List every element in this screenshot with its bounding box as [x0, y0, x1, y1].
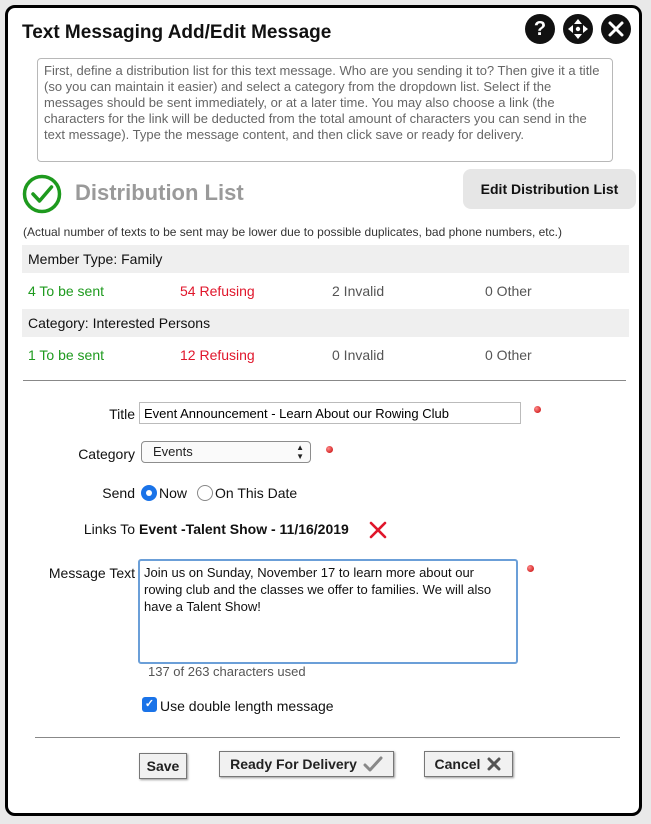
save-button[interactable]	[139, 753, 187, 779]
send-now-label[interactable]: Now	[159, 485, 188, 501]
group-header: Category: Interested Persons	[22, 309, 629, 337]
category-select[interactable]	[141, 441, 311, 463]
group-header: Member Type: Family	[22, 245, 629, 273]
distribution-note: (Actual number of texts to be sent may be lower due to possible duplicates, bad phone numbers, etc.)	[23, 225, 562, 239]
send-date-label[interactable]: On This Date	[215, 485, 298, 501]
category-label: Category	[78, 446, 135, 462]
check-circle-icon	[22, 174, 62, 214]
message-label: Message Text	[48, 565, 135, 581]
refusing-count: 54 Refusing	[180, 283, 255, 299]
required-marker-icon	[326, 446, 333, 453]
divider	[35, 737, 620, 738]
char-count: 137 of 263 characters used	[148, 664, 306, 679]
double-length-checkbox[interactable]: ✓	[142, 697, 157, 712]
intro-text: First, define a distribution list for this text message. Who are you sending it to? Then give it a title (so you can maintain it easier) and select a category from the dropdown list. Select if the messages should be sent immediately, or at a later time. You may also choose a link (the characters for the link will be deducted from the total amount of characters you can send in the text message). Type the message content, and then click save or ready for delivery.	[37, 58, 613, 162]
message-textarea[interactable]: Join us on Sunday, November 17 to learn more about our rowing club and the classes we offer to families. We will also have a Talent Show!	[138, 559, 518, 664]
save-label: Save	[146, 758, 180, 774]
send-now-radio[interactable]	[141, 485, 157, 501]
to-send-count: 4 To be sent	[28, 283, 105, 299]
cancel-label: Cancel	[434, 756, 481, 772]
dialog	[5, 5, 642, 816]
ready-label: Ready For Delivery	[230, 756, 357, 772]
distribution-title: Distribution List	[75, 180, 244, 205]
divider	[23, 380, 626, 381]
remove-link-icon[interactable]	[368, 520, 388, 540]
ready-for-delivery-button[interactable]	[219, 751, 394, 777]
cancel-button[interactable]	[424, 751, 513, 777]
invalid-count: 2 Invalid	[332, 283, 385, 299]
close-icon[interactable]	[601, 14, 631, 44]
double-length-label[interactable]: Use double length message	[160, 698, 334, 714]
move-icon[interactable]	[563, 14, 593, 44]
cancel-x-icon	[486, 756, 502, 772]
refusing-count: 12 Refusing	[180, 347, 255, 363]
other-count: 0 Other	[485, 283, 532, 299]
select-arrows-icon: ▲ ▼	[296, 443, 304, 461]
help-icon[interactable]: ?	[525, 14, 555, 44]
required-marker-icon	[534, 406, 541, 413]
title-input[interactable]	[139, 402, 521, 424]
title-label: Title	[109, 406, 135, 422]
send-date-radio[interactable]	[197, 485, 213, 501]
send-label: Send	[102, 485, 135, 501]
dialog-title: Text Messaging Add/Edit Message	[22, 22, 332, 43]
invalid-count: 0 Invalid	[332, 347, 385, 363]
required-marker-icon	[527, 565, 534, 572]
to-send-count: 1 To be sent	[28, 347, 105, 363]
links-label: Links To	[83, 521, 135, 537]
other-count: 0 Other	[485, 347, 532, 363]
title-icons	[525, 14, 631, 44]
check-icon	[363, 756, 383, 772]
edit-distribution-button[interactable]: Edit Distribution List	[463, 169, 636, 209]
category-value: Events	[153, 444, 193, 459]
links-value: Event -Talent Show - 11/16/2019	[139, 521, 349, 537]
